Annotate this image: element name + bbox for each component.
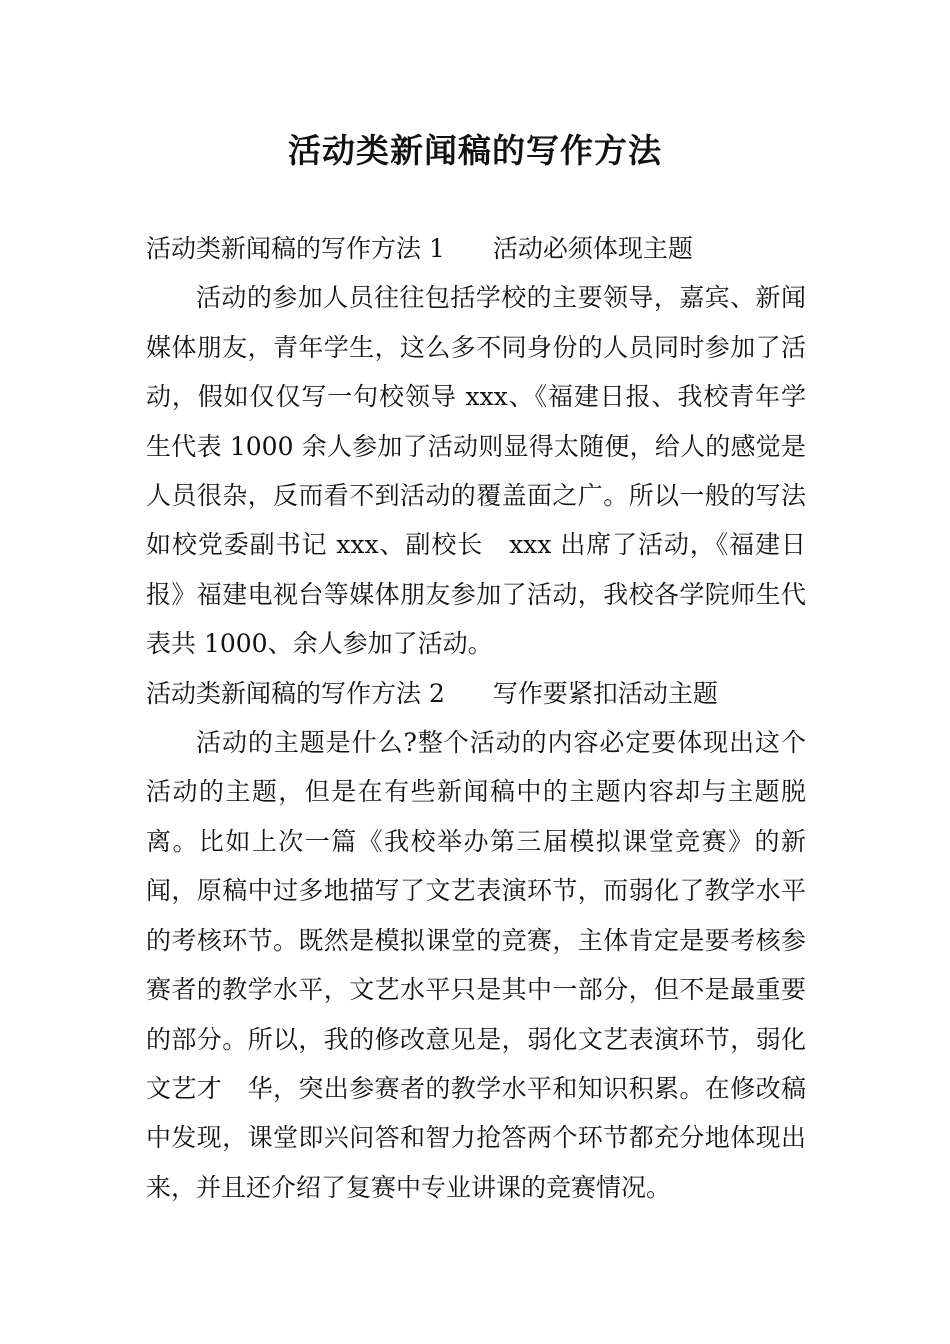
section-heading-1 bbox=[146, 224, 806, 273]
section-heading-2 bbox=[146, 669, 806, 718]
document-title: 活动类新闻稿的写作方法 bbox=[288, 131, 662, 170]
section-heading-2-subtitle: 写作要紧扣活动主题 bbox=[492, 678, 718, 708]
section-paragraph-2: 活动的主题是什么?整个活动的内容必定要体现出这个活动的主题，但是在有些新闻稿中的主题内容却与主题脱离。比如上次一篇《我校举办第三届模拟课堂竞赛》的新闻，原稿中过多地描写了文艺表演环节，而弱化了教学水平的考核环节。既然是模拟课堂的竞赛，主体肯定是要考核参赛者的教学水平，文艺水平只是其中一部分，但不是最重要的部分。所以，我的修改意见是，弱化文艺表演环节，弱化文艺才 华，突出参赛者的教学水平和知识积累。在修改稿中发现，课堂即兴问答和智力抢答两个环节都充分地体现出来，并且还介绍了复赛中专业讲课的竞赛情况。 bbox=[146, 728, 806, 1202]
section-heading-2-title: 活动类新闻稿的写作方法 2 bbox=[146, 678, 445, 708]
document-body bbox=[146, 224, 806, 1212]
section-heading-1-subtitle: 活动必须体现主题 bbox=[492, 234, 693, 263]
section-heading-1-title: 活动类新闻稿的写作方法 1 bbox=[146, 234, 445, 263]
section-paragraph-1: 活动的参加人员往往包括学校的主要领导，嘉宾、新闻媒体朋友，青年学生，这么多不同身份的人员同时参加了活动，假如仅仅写一句校领导 xxx、《福建日报、我校青年学生代表 1000 余人参加了活动则显得太随便，给人的感觉是人员很杂，反而看不到活动的覆盖面之广。所以一般的写法如校党委副书记 xxx、副校长 xxx 出席了活动，《福建日报》福建电视台等媒体朋友参加了活动，我校各学院师生代表共 1000、余人参加了活动。 bbox=[146, 283, 806, 659]
